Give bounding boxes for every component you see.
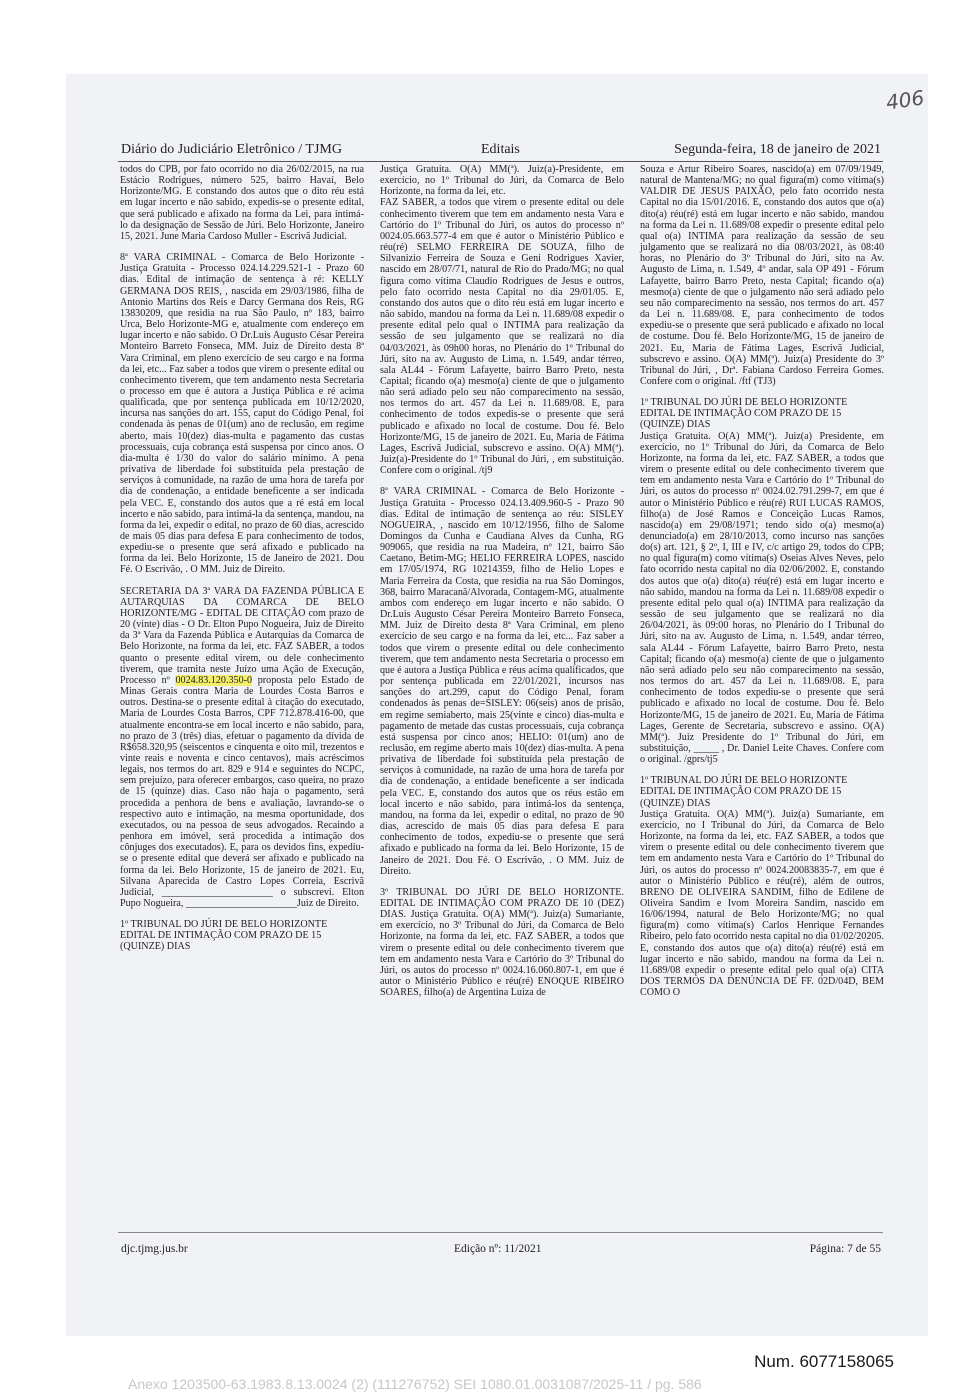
header-date: Segunda-feira, 18 de janeiro de 2021 [674, 142, 881, 157]
highlighted-process-number: 0024.83.120.350-0 [175, 674, 253, 686]
paragraph: Justiça Gratuita. O(A) MM(ª). Juiz(a)-Presidente, em exercício, no 1º Tribunal do Júri, da Comarca de Belo Horizonte, na forma da lei, etc. [380, 164, 624, 198]
paragraph [120, 586, 364, 910]
paragraph: Souza e Artur Ribeiro Soares, nascido(a) em 07/09/1949, natural de Mantena/MG; no qual figura(m) como vítima(s) VALDIR DE JESUS PAIXÃO, pelo fato ocorrido nesta Capital no dia 15/01/2016. E, constando dos autos que o(a) dito(a) réu(ré) está em lugar incerto e não sabido, mandou na forma da Lei n. 11.689/08 expedir o presente edital pelo qual o(a) INTIMA para realização da sessão de seu julgamento que se realizará no dia 08/03/2021, às 08:40 horas, no Plenário do 3º Tribunal do Júri, sito na Av. Augusto de Lima, n. 1.549, 4º andar, sala OP 491 - Fórum Lafayette, bairro Barro Preto, nesta Capital; ficando o(a) mesmo(a) ciente de que o julgamento não será adiado pelo seu não comparecimento na sessão, nos termos do art. 457 da Lei n. 11.689/08. E, para conhecimento de todos expediu-se o presente que será publicado e afixado no local de costume. Dou fé. Belo Horizonte/MG, 15 de janeiro de 2021. Eu, Maria de Fátima Lages, Escrivã Judicial, subscrevo e assino. O(A) MM(ª). Juiz(a) Presidente do 3º Tribunal do Júri, , Drª. Fabiana Cardoso Ferreira Gomes. Confere com o original. /ftf (TJ3) [640, 164, 884, 387]
paragraph: todos do CPB, por fato ocorrido no dia 26/02/2015, na rua Estácio Rodrigues, número 525, bairro Havaí, Belo Horizonte/MG. E constando dos autos que o dito réu está em lugar incerto e não sabido, expedis-se o presente edital, que será publicado e afixado na forma da Lei, para intimá-lo da designação de Sessão de Júri. Belo Horizonte, Janeiro 15, 2021. June Maria Cardoso Muller - Escrivã Judicial. [120, 164, 364, 242]
column-3 [640, 164, 884, 1008]
header-journal-title: Diário do Judiciário Eletrônico / TJMG [121, 142, 342, 157]
document-number: Num. 6077158065 [754, 1352, 894, 1371]
paragraph: 3º TRIBUNAL DO JÚRI DE BELO HORIZONTE. EDITAL DE INTIMAÇÃO COM PRAZO DE 10 (DEZ) DIAS. Justiça Gratuita. O(A) MM(ª). Juiz(a) Sumariante, em exercício, no 3º Tribunal do Júri, da Comarca de Belo Horizonte, na forma da lei, etc. FAZ SABER, a todos que virem o presente edital ou dele conhecimento tiverem que tem em andamento nesta Vara e Cartório do 3º Tribunal do Júri, os autos do processo nº 0024.16.060.807-1, em que é autor o Ministério Público e réu(ré) ENOQUE RIBEIRO SOARES, filho(a) de Argentina Luiza de [380, 886, 624, 999]
section-heading: 1º TRIBUNAL DO JÚRI DE BELO HORIZONTE EDITAL DE INTIMAÇÃO COM PRAZO DE 15 (QUINZE) DIAS [640, 775, 848, 809]
section-heading: 1º TRIBUNAL DO JÚRI DE BELO HORIZONTE EDITAL DE INTIMAÇÃO COM PRAZO DE 15 (QUINZE) DIAS [640, 397, 848, 431]
paragraph: 8ª VARA CRIMINAL - Comarca de Belo Horizonte - Justiça Gratuita - Processo 024.13.409.960-5 - Prazo 90 dias. Edital de intimação de sentença ao réu: SISLEY NOGUEIRA, , nascido em 10/12/1956, filho de Salome Domingos da Cunha e Caudiana Alves da Cunha, RG 909065, que residia na rua Madeira, nº 121, bairro São Caetano, Betim-MG; HELIO FERREIRA LOPES, nascido em 17/05/1974, RG 10214359, filho de Helio Lopes e Maria Ferreira da Costa, que residia na rua São Domingos, 368, bairro Maracanã/Alvorada, Contagem-MG, atualmente ambos com endereço em lugar incerto e não sabido. O Dr.Luis Augusto César Pereira Monteiro Barreto Fonseca, MM. Juiz de Direito desta 8ª Vara Criminal, em pleno exercício de seu cargo e na forma da lei, etc... Faz saber a todos que virem o presente edital ou dele conhecimento tiverem, que tem andamento nesta Secretaria o processo em que é autora a Justiça Pública e réus acima qualificados, que por sentença publicada em 22/01/2021, incursos nas sanções do art.299, caput do Código Penal, foram condenados às penas de=SISLEY: 06(seis) anos de prisão, em regime semiaberto, mais 25(vinte e cinco) dias-multa e pagamento de metade das custas processuais, cuja cobrança está suspensa por cinco anos; HELIO: 01(um) ano de reclusão, em regime aberto mais 10(dez) dias-multa. A pena privativa de liberdade foi substituída pela prestação de serviços à comunidade, na razão de uma hora de tarefa por dia de condenação, a entidade beneficente a ser indicada pela VEC. E, constando dos autos que os réus estão em local incerto e não sabido, para intimá-los da sentença, mandou, na forma da lei, expedir o edital, no prazo de 90 dias, acrescido de mais 05 dias para defesa E para conhecimento de todos, expediu-se o presente que será afixado e publicado na forma da lei. Belo Horizonte, 15 de Janeiro de 2021. Dou Fé. O Escrivão, . O MM. Juiz de Direito. [380, 486, 624, 877]
paragraph: FAZ SABER, a todos que virem o presente edital ou dele conhecimento tiverem que tem em andamento nesta Vara e Cartório do 1º Tribunal do Júri, os autos do processo nº 0024.05.663.577-4 em que é autor o Ministério Público e réu(ré) SELMO FERREIRA DE SOUZA, filho de Silvanizio Ferreira de Souza e Geni Rodrigues Xavier, nascido em 28/07/71, natural de Rio do Prado/MG; no qual figura como vítima Claudio Rodrigues de Jesus e outros, pelo fato ocorrido nesta Capital no dia 29/01/05. E, constando dos autos que o dito réu está em lugar incerto e não sabido, mandou na forma da Lei n. 11.689/08 expedir o presente edital pelo qual o INTIMA para realização da sessão de seu julgamento que se realizará no dia 04/03/2021, às 09h00 horas, no Plenário do 1º Tribunal do Júri, sito na av. Augusto de Lima, n. 1.549, andar térreo, sala AL44 - Fórum Lafayette, bairro Barro Preto, nesta Capital; ficando o(a) mesmo(a) ciente de que o julgamento não será adiado pelo seu não comparecimento na sessão, nos termos do art. 457 da Lei n. 11.689/08. E, para conhecimento de todos expedis-se o presente que será publicado e afixado no local de costume. Dou fé. Belo Horizonte/MG, 15 de janeiro de 2021. Eu, Maria de Fátima Lages, Escrivã Judicial, subscrevo e assino. O(A) MM(ª). Juiz(a)-Presidente do 1º Tribunal do Júri, , em substituição. Confere com o original. /tj9 [380, 197, 624, 477]
text-run: SECRETARIA DA 3ª VARA DA FAZENDA PÚBLICA E AUTARQUIAS DA COMARCA DE BELO HORIZONTE/MG - EDITAL DE CITAÇÃO com prazo de 20 (vinte) dias - O Dr. Elton Pupo Nogueira, Juiz de Direito da 3ª Vara da Fazenda Pública e Autarquias da Comarca de Belo Horizonte, na forma da lei, etc. FAZ SABER, a todos quanto o presente edital virem, ou dele conhecimento tiverem, que tramita neste Juízo uma Ação de Execução, Processo nº [120, 585, 364, 686]
section-heading: 1º TRIBUNAL DO JÚRI DE BELO HORIZONTE EDITAL DE INTIMAÇÃO COM PRAZO DE 15 (QUINZE) DIAS [120, 919, 328, 953]
column-2 [380, 164, 624, 1008]
paragraph: Justiça Gratuita. O(A) MM(ª). Juiz(a) Presidente, em exercício, no 1º Tribunal do Júri, da Comarca de Belo Horizonte, na forma da lei, etc. FAZ SABER, a todos que virem o presente edital ou dele conhecimento tiverem que tem em andamento nesta Vara e Cartório do 1º Tribunal do Júri, os autos do processo nº 0024.02.791.299-7, em que é autor o Ministério Público e réu(ré) RUI LUCAS RAMOS, filho(a) de José Ramos e Conceição Lucas Ramos, nascido(a) em 29/08/1971; tendo sido o(a) mesmo(a) denunciado(a) em 28/10/2013, como incurso nas sanções do(s) art. 121, § 2º, I, III e IV, c/c artigo 29, todos do CPB; no qual figura(m) como vítima(s) Oseias Alves Neves, pelo fato ocorrido nesta capital no dia 02/06/2002. E, constando dos autos que o(a) dito(a) réu(ré) está em lugar incerto e não sabido, mandou na forma da Lei n. 11.689/08 expedir o presente edital pelo qual o(a) INTIMA para realização da sessão de seu julgamento que se realizará no dia 26/04/2021, às 09:00 horas, no Plenário do I Tribunal do Júri, sito na av. Augusto de Lima, n. 1.549, andar térreo, sala AL44 - Fórum Lafayette, bairro Barro Preto, nesta Capital; ficando o(a) mesmo(a) ciente de que o julgamento não será adiado pelo seu não comparecimento na sessão, nos termos do art. 457 da Lei n. 11.689/08. E, para conhecimento de todos expediu-se o presente que será publicado e afixado no local de costume. Dou fé. Belo Horizonte/MG, 15 de janeiro de 2021. Eu, Maria de Fátima Lages, Gerente de Secretaria, subscrevo e assino. O(A) MM(ª). Juiz Presidente do 1º Tribunal do Júri, em substituição, _____ , Dr. Daniel Leite Chaves. Confere com o original. /gprs/tj5 [640, 430, 884, 766]
text-run: proposta pelo Estado de Minas Gerais contra Maria de Lourdes Costa Barros e outros. Destina-se o presente edital à citação do executado, Maria de Lourdes Costa Barros, CPF 712.878.416-00, que atualmente encontra-se em local incerto e não sabido, para, no prazo de 3 (três) dias, efetuar o pagamento da dívida de R$658.320,95 (seiscentos e cinquenta e oito mil, trezentos e vinte reais e noventa e cinco centavos), mais acréscimos legais, nos termos do art. 829 e 914 e seguintes do NCPC, sem prejuízo, para oferecer embargos, caso queira, no prazo de 15 (quinze) dias. Caso não haja o pagamento, será procedida a penhora de bens e avaliação, lavrando-se o respectivo auto e intimação, na mesma oportunidade, dos executados, ou na pessoa de seus advogados. Recaindo a penhora em imóvel, será procedida a intimação dos cônjuges dos executados). E, para os devidos fins, expediu-se o presente edital que deverá ser afixado e publicado na forma da lei. Belo Horizonte, 15 de janeiro de 2021. Eu, Silvana Aparecida de Castro Lopes Correia, Escrivã Judicial, ______________________ o subscrevi. Elton Pupo Nogueira, ______________________Juiz de Direito. [120, 674, 365, 909]
footer-site: djc.tjmg.jus.br [121, 1243, 188, 1255]
page-footer [121, 1243, 881, 1259]
handwritten-page-number: 406 [884, 85, 926, 115]
paragraph: 8ª VARA CRIMINAL - Comarca de Belo Horizonte - Justiça Gratuita - Processo 024.14.229.521-1 - Prazo 60 dias. Edital de intimação de sentença à ré: KELLY GERMANA DOS REIS, , nascida em 29/03/1986, filha de Antonio Martins dos Reis e Darcy Germana dos Reis, RG 13830209, que residia na rua São Paulo, nº 183, bairro Urca, Belo Horizonte-MG e, atualmente com endereço em lugar incerto e não sabido. O Dr.Luis Augusto César Pereira Monteiro Barreto Fonseca, MM. Juiz de Direito desta 8ª Vara Criminal, em pleno exercício de seu cargo e na forma da lei, etc... Faz saber a todos que virem o presente edital ou conhecimento tiverem, que tem andamento nesta Secretaria o processo em que é autora a Justiça Pública e ré acima qualificada, que por sentença publicada em 10/12/2020, incursa nas sanções do art. 155, caput do Código Penal, foi condenada às penas de 01(um) ano de reclusão, em regime aberto, mais 10(dez) dias-multa e pagamento das custas processuais, cuja cobrança está suspensa por cinco anos. O dia-multa é 1/30 do valor do salário mínimo. A pena privativa de liberdade foi substituída pela prestação de serviços à comunidade, na razão de uma hora de tarefa por dia de condenação, a entidade beneficente a ser indicada pela VEC. E, constando dos autos que a ré está em local incerto e não sabido, para intimá-la da sentença, mandou, na forma da lei, expedir o edital, no prazo de 60 dias, acrescido de mais 05 dias para defesa E para conhecimento de todos, expediu-se o presente que será afixado e publicado na forma da lei. Belo Horizonte, 15 de Janeiro de 2021. Dou Fé. O Escrivão, . O MM. Juiz de Direito. [120, 252, 364, 576]
page-header [121, 142, 881, 162]
header-rule [118, 161, 883, 162]
paragraph: Justiça Gratuita. O(A) MM(ª). Juiz(a) Sumariante, em exercício, no I Tribunal do Júri, da Comarca de Belo Horizonte, na forma da lei, etc. FAZ SABER, a todos que virem o presente edital ou dele conhecimento tiverem que tem em andamento nesta Vara e Cartório do 1º Tribunal do Júri, os autos do processo nº 0024.20083835-7, em que é autor o Ministério Público e réu(ré), além de outros, BRENO DE OLIVEIRA SANDIM, filho de Edilene de Oliveira Sandim e Ivom Moreira Sandim, nascido em 16/06/1994, natural de Belo Horizonte/MG; no qual figura(m) como vítima(s) Carlos Henrique Fernandes Ribeiro, pelo fato ocorrido nesta capital no dia 01/02/20205. E, constando dos autos que o(a) dito(a) réu(ré) está em lugar incerto e não sabido, mandou na forma da Lei n. 11.689/08 expedir o presente edital pelo qual o(a) CITA DOS TERMOS DA DENÚNCIA DE FF. 02D/04D, BEM COMO O [640, 808, 884, 999]
header-section: Editais [481, 142, 520, 157]
footer-edition: Edição nº: 11/2021 [454, 1243, 542, 1255]
annex-watermark: Anexo 1203500-63.1983.8.13.0024 (2) (111276752) SEI 1080.01.0031087/2025-11 / pg. 586 [128, 1376, 702, 1392]
footer-rule [118, 1232, 883, 1233]
footer-page-number: Página: 7 de 55 [809, 1243, 881, 1255]
column-1 [120, 164, 364, 953]
